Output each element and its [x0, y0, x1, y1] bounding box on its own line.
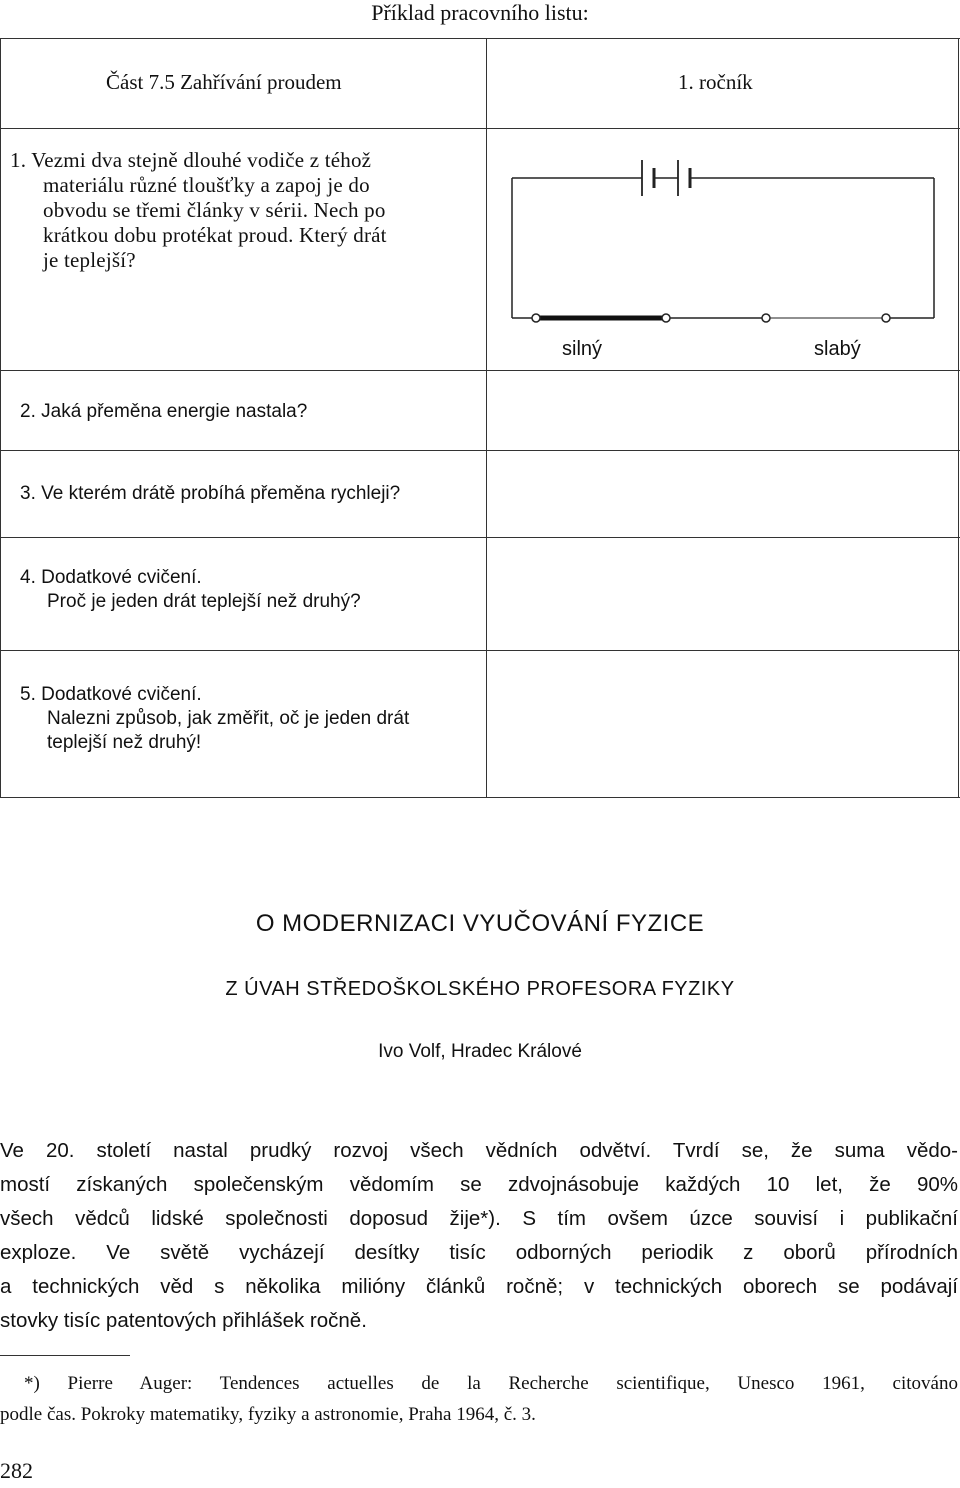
- diagram-label-thin: slabý: [814, 338, 861, 360]
- worksheet-grade: 1. ročník: [678, 70, 753, 94]
- question-2: 2. Jaká přeměna energie nastala?: [20, 401, 308, 422]
- terminal-icon: [662, 314, 670, 322]
- question-1: [10, 148, 480, 273]
- question-5: [20, 683, 480, 755]
- table-rule-q3: [0, 537, 960, 538]
- article-body-line: exploze. Ve světě vycházejí desítky tisíc odborných periodik z oborů přírodních: [0, 1241, 958, 1264]
- table-rule-middle: [486, 38, 487, 797]
- article-body-line: Ve 20. století nastal prudký rozvoj všech vědních odvětví. Tvrdí se, že suma vědo-: [0, 1139, 958, 1162]
- question-4-line: Proč je jeden drát teplejší než druhý?: [47, 591, 361, 612]
- table-rule-q2: [0, 450, 960, 451]
- question-5-line: teplejší než druhý!: [47, 732, 202, 753]
- question-1-line: je teplejší?: [43, 248, 136, 272]
- terminal-icon: [532, 314, 540, 322]
- page-header-title: Příklad pracovního listu:: [371, 0, 589, 25]
- article-body-line: mostí získaných společenským vědomím se zdvojnásobuje každých 10 let, že 90%: [0, 1173, 958, 1196]
- terminal-icon: [882, 314, 890, 322]
- circuit-diagram: [490, 140, 955, 370]
- article-title: O MODERNIZACI VYUČOVÁNÍ FYZICE: [255, 910, 705, 937]
- question-1-line: materiálu různé tloušťky a zapoj je do: [43, 173, 370, 197]
- footnote: [0, 1368, 958, 1430]
- terminal-icon: [762, 314, 770, 322]
- footnote-line: podle čas. Pokroky matematiky, fyziky a astronomie, Praha 1964, č. 3.: [0, 1404, 536, 1425]
- table-rule-right: [958, 38, 959, 797]
- article-body-line: a technických věd s několika milióny článků ročně; v technických oborech se podávají: [0, 1275, 958, 1298]
- diagram-label-thick: silný: [562, 338, 603, 360]
- question-5-line: Nalezni způsob, jak změřit, oč je jeden drát: [47, 708, 410, 729]
- question-1-line: 1. Vezmi dva stejně dlouhé vodiče z téhož: [10, 148, 372, 172]
- question-1-line: obvodu se třemi články v sérii. Nech po: [43, 198, 386, 222]
- table-rule-q4: [0, 650, 960, 651]
- article-subtitle: Z ÚVAH STŘEDOŠKOLSKÉHO PROFESORA FYZIKY: [225, 978, 735, 1000]
- table-rule-bottom: [0, 797, 960, 798]
- question-4-line: 4. Dodatkové cvičení.: [20, 567, 202, 588]
- question-4: [20, 566, 480, 614]
- table-rule-header: [0, 128, 960, 129]
- question-1-line: krátkou dobu protékat proud. Který drát: [43, 223, 387, 247]
- worksheet-part-title: Část 7.5 Zahřívání proudem: [106, 70, 342, 94]
- table-rule-top: [0, 38, 960, 39]
- table-rule-q1: [0, 370, 960, 371]
- article-body: [0, 1134, 958, 1338]
- page-number: 282: [0, 1458, 33, 1483]
- footnote-line: *) Pierre Auger: Tendences actuelles de la Recherche scientifique, Unesco 1961, citováno: [24, 1373, 958, 1394]
- question-3: 3. Ve kterém drátě probíhá přeměna rychleji?: [20, 483, 401, 504]
- table-rule-left: [0, 38, 1, 797]
- footnote-rule: [0, 1355, 130, 1356]
- article-body-line: stovky tisíc patentových přihlášek ročně.: [0, 1309, 367, 1332]
- question-5-line: 5. Dodatkové cvičení.: [20, 684, 202, 705]
- article-author: Ivo Volf, Hradec Králové: [378, 1041, 582, 1062]
- article-body-line: všech vědců lidské společnosti doposud žije*). S tím ovšem úzce souvisí i publikační: [0, 1207, 958, 1230]
